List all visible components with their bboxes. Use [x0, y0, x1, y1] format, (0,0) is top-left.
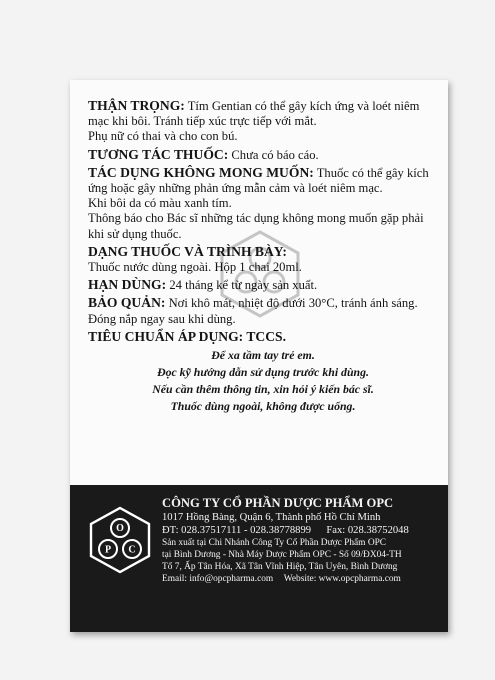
- company-phone: ĐT: 028.37517111 - 028.38778899: [162, 525, 312, 536]
- tac-dung-title: TÁC DỤNG KHÔNG MONG MUỐN:: [88, 164, 314, 180]
- han-dung-title: HẠN DÙNG:: [88, 277, 167, 293]
- warning-line: Để xa tầm tay trẻ em.: [211, 348, 315, 363]
- company-website: Website: www.opcpharma.com: [283, 574, 401, 584]
- than-trong-text: Tím Gentian có thể gây kích ứng và loét niêm mạc khi bôi. Tránh tiếp xúc trực tiếp với mắt.: [88, 99, 420, 129]
- section-tuong-tac: [88, 147, 438, 163]
- logo-letter-o: O: [116, 523, 124, 534]
- dang-thuoc-text: Thuốc nước dùng ngoài. Hộp 1 chai 20ml.: [88, 260, 302, 275]
- company-web-contacts: [162, 573, 444, 585]
- warnings-block: [88, 347, 438, 415]
- company-address: 1017 Hồng Bàng, Quận 6, Thành phố Hồ Chí Minh: [162, 512, 381, 523]
- bao-quan-title: BẢO QUẢN:: [88, 295, 166, 311]
- tac-dung-text2: Khi bôi da có màu xanh tím.: [88, 196, 232, 211]
- warning-line: Đọc kỹ hướng dẫn sử dụng trước khi dùng.: [157, 365, 369, 380]
- bao-quan-text2: Đóng nắp ngay sau khi dùng.: [88, 311, 236, 326]
- tieu-chuan-title: TIÊU CHUẨN ÁP DỤNG:: [88, 328, 244, 344]
- leaflet-sheet: [70, 80, 448, 632]
- warning-line: Nếu cần thêm thông tin, xin hỏi ý kiến bác sĩ.: [152, 382, 374, 397]
- tieu-chuan-text: TCCS.: [246, 328, 287, 344]
- warning-line: Thuốc dùng ngoài, không được uống.: [170, 399, 356, 414]
- mfg-line-3: Tổ 7, Ấp Tân Hóa, Xã Tân Vĩnh Hiệp, Tân Uyên, Bình Dương: [162, 562, 398, 572]
- section-dang-thuoc: [88, 244, 438, 275]
- tuong-tac-title: TƯƠNG TÁC THUỐC:: [88, 146, 229, 162]
- mfg-line-2: tại Bình Dương - Nhà Máy Dược Phẩm OPC - Số 09/ĐX04-TH: [162, 550, 402, 560]
- mfg-line-1: Sản xuất tại Chi Nhánh Công Ty Cổ Phần Dược Phẩm OPC: [162, 538, 387, 548]
- leaflet-content: [88, 98, 438, 415]
- opc-logo-icon: [88, 505, 152, 575]
- company-fax: Fax: 028.38752048: [326, 525, 409, 536]
- section-bao-quan: [88, 295, 438, 326]
- company-contacts: [162, 524, 444, 537]
- section-tieu-chuan: [88, 329, 438, 345]
- company-footer: [70, 485, 448, 632]
- dang-thuoc-title: DẠNG THUỐC VÀ TRÌNH BÀY:: [88, 243, 287, 259]
- logo-letter-c: C: [128, 544, 136, 556]
- company-name: CÔNG TY CỔ PHẦN DƯỢC PHẨM OPC: [162, 496, 394, 510]
- company-email: Email: info@opcpharma.com: [162, 574, 274, 584]
- tac-dung-text: Thuốc có thể gây kích ứng hoặc gây những phản ứng mẫn cảm và loét niêm mạc.: [88, 165, 429, 196]
- company-info: [162, 495, 444, 585]
- logo-letter-p: P: [104, 544, 112, 556]
- section-than-trong: [88, 98, 438, 145]
- tac-dung-text3: Thông báo cho Bác sĩ những tác dụng không mong muốn gặp phải khi sử dụng thuốc.: [88, 211, 424, 241]
- bao-quan-text: Nơi khô mát, nhiệt độ dưới 30°C, tránh ánh sáng.: [168, 296, 418, 311]
- section-tac-dung: [88, 165, 438, 242]
- han-dung-text: 24 tháng kể từ ngày sản xuất.: [169, 278, 318, 293]
- section-han-dung: [88, 277, 438, 293]
- than-trong-title: THẬN TRỌNG:: [88, 98, 185, 113]
- tuong-tac-text: Chưa có báo cáo.: [231, 147, 319, 162]
- than-trong-text2: Phụ nữ có thai và cho con bú.: [88, 129, 238, 144]
